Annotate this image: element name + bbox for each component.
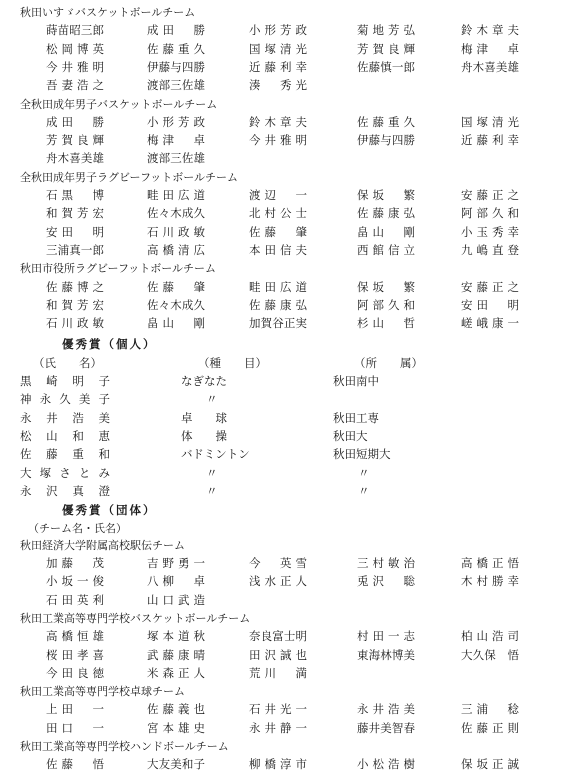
member-name: 安田 明 bbox=[46, 224, 104, 239]
ditto-mark: 〃 bbox=[206, 465, 218, 480]
member-name: 山口武造 bbox=[147, 592, 205, 607]
member-name: 佐藤康弘 bbox=[249, 297, 307, 312]
member-name: 佐藤慎一郎 bbox=[357, 59, 415, 74]
member-name: 九嶋直登 bbox=[461, 242, 519, 257]
member-name: 吉野勇一 bbox=[147, 556, 205, 570]
member-name: 高橋清広 bbox=[147, 242, 205, 257]
award-person-name: 松山和恵 bbox=[20, 428, 110, 443]
team-section-title: 秋田工業高等専門学校ハンドボールチーム bbox=[20, 740, 229, 753]
member-name: 佐藤 悟 bbox=[46, 757, 104, 772]
team-section-title: 全秋田成年男子ラグビーフットボールチーム bbox=[20, 170, 239, 184]
member-name: 三浦 稔 bbox=[461, 702, 519, 717]
member-name: 石川政敏 bbox=[147, 224, 205, 239]
award-affiliation: 秋田南中 bbox=[333, 374, 379, 388]
member-name: 嵯峨康一 bbox=[461, 316, 519, 331]
team-section-title: 秋田工業高等専門学校卓球チーム bbox=[20, 685, 185, 699]
member-name: 佐藤 肇 bbox=[249, 224, 307, 239]
member-name: 八柳 卓 bbox=[147, 574, 205, 589]
group-award-subtitle: （チーム名・氏名） bbox=[28, 522, 127, 536]
member-name: 成田 勝 bbox=[147, 23, 205, 38]
member-name: 今田良徳 bbox=[46, 665, 104, 680]
member-name: 鈴木章夫 bbox=[249, 114, 307, 129]
award-person-name: 永井浩美 bbox=[20, 410, 110, 425]
member-name: 東海林博美 bbox=[357, 647, 415, 662]
member-name: 畦田広道 bbox=[249, 279, 307, 294]
member-name: 兎沢 聡 bbox=[357, 574, 415, 589]
award-event: バドミントン bbox=[181, 447, 250, 462]
member-name: 宮本雄史 bbox=[147, 720, 205, 735]
member-name: 畦田広道 bbox=[147, 188, 205, 202]
member-name: 芳賀良輝 bbox=[46, 133, 104, 148]
member-name: 舟木喜美雄 bbox=[461, 59, 519, 74]
member-name: 塚本道秋 bbox=[147, 629, 205, 644]
member-name: 鈴木章夫 bbox=[461, 23, 519, 38]
member-name: 渡辺 一 bbox=[249, 188, 307, 202]
member-name: 和賀芳宏 bbox=[46, 297, 104, 312]
member-name: 小坂一俊 bbox=[46, 574, 104, 589]
individual-award-title: 優秀賞（個人） bbox=[62, 337, 157, 352]
member-name: 国塚清光 bbox=[461, 114, 519, 129]
ditto-mark: 〃 bbox=[358, 483, 370, 498]
column-header: （所 属） bbox=[354, 355, 423, 370]
member-name: 梅津 卓 bbox=[461, 41, 519, 56]
member-name: 菊地芳弘 bbox=[357, 23, 415, 38]
member-name: 今井雅明 bbox=[249, 133, 307, 148]
member-name: 本田信夫 bbox=[249, 242, 307, 257]
member-name: 三村敏治 bbox=[357, 556, 415, 570]
award-event: 体 操 bbox=[181, 428, 227, 443]
member-name: 永井浩美 bbox=[357, 702, 415, 717]
member-name: 安藤正之 bbox=[461, 279, 519, 294]
award-person-name: 黒崎明子 bbox=[20, 374, 110, 388]
member-name: 安藤正之 bbox=[461, 188, 519, 202]
member-name: 佐々木成久 bbox=[147, 206, 205, 221]
member-name: 北村公士 bbox=[249, 206, 307, 221]
award-affiliation: 秋田短期大 bbox=[333, 447, 391, 462]
award-person-name: 佐藤重和 bbox=[20, 447, 110, 462]
ditto-mark: 〃 bbox=[206, 483, 218, 498]
member-name: 小形芳政 bbox=[147, 114, 205, 129]
team-section-title: 秋田いすゞバスケットボールチーム bbox=[20, 6, 196, 19]
member-name: 石川政敏 bbox=[46, 316, 104, 331]
column-header: （種 目） bbox=[198, 355, 267, 370]
member-name: 加賀谷正実 bbox=[249, 316, 307, 331]
team-section-title: 秋田経済大学附属高校駅伝チーム bbox=[20, 538, 185, 552]
member-name: 佐藤康弘 bbox=[357, 206, 415, 221]
member-name: 佐藤正則 bbox=[461, 720, 519, 735]
member-name: 上田 一 bbox=[46, 702, 104, 717]
member-name: 武藤康晴 bbox=[147, 647, 205, 662]
member-name: 村田一志 bbox=[357, 629, 415, 644]
group-award-title: 優秀賞（団体） bbox=[62, 503, 157, 518]
award-person-name: 永沢真澄 bbox=[20, 483, 110, 498]
member-name: 蒔苗昭三郎 bbox=[46, 23, 104, 38]
ditto-mark: 〃 bbox=[358, 465, 370, 480]
member-name: 渡部三佐雄 bbox=[147, 78, 205, 93]
member-name: 伊藤与四勝 bbox=[147, 59, 205, 74]
team-section-title: 全秋田成年男子バスケットボールチーム bbox=[20, 97, 218, 111]
member-name: 大久保 悟 bbox=[461, 647, 519, 662]
member-name: 安田 明 bbox=[461, 297, 519, 312]
member-name: 石井光一 bbox=[249, 702, 307, 717]
member-name: 高橋正悟 bbox=[461, 556, 519, 570]
member-name: 佐藤博之 bbox=[46, 279, 104, 294]
member-name: 佐藤重久 bbox=[147, 41, 205, 56]
member-name: 藤井美智春 bbox=[357, 720, 415, 735]
member-name: 今井雅明 bbox=[46, 59, 104, 74]
award-affiliation: 秋田工専 bbox=[333, 410, 379, 425]
member-name: 近藤利幸 bbox=[249, 59, 307, 74]
team-section-title: 秋田工業高等専門学校バスケットボールチーム bbox=[20, 611, 251, 625]
member-name: 木村勝幸 bbox=[461, 574, 519, 589]
member-name: 阿部久和 bbox=[461, 206, 519, 221]
member-name: 保坂 繁 bbox=[357, 188, 415, 202]
member-name: 今 英雪 bbox=[249, 556, 307, 570]
member-name: 小玉秀幸 bbox=[461, 224, 519, 239]
member-name: 湊 秀光 bbox=[249, 78, 307, 93]
member-name: 大友美和子 bbox=[147, 757, 205, 772]
member-name: 伊藤与四勝 bbox=[357, 133, 415, 148]
member-name: 田沢誠也 bbox=[249, 647, 307, 662]
member-name: 阿部久和 bbox=[357, 297, 415, 312]
member-name: 保坂 繁 bbox=[357, 279, 415, 294]
member-name: 桜田孝喜 bbox=[46, 647, 104, 662]
member-name: 芳賀良輝 bbox=[357, 41, 415, 56]
member-name: 石田英利 bbox=[46, 592, 104, 607]
member-name: 和賀芳宏 bbox=[46, 206, 104, 221]
member-name: 田口 一 bbox=[46, 720, 104, 735]
member-name: 舟木喜美雄 bbox=[46, 151, 104, 166]
member-name: 米森正人 bbox=[147, 665, 205, 680]
member-name: 杉山 哲 bbox=[357, 316, 415, 331]
award-event: なぎなた bbox=[181, 374, 227, 388]
member-name: 佐々木成久 bbox=[147, 297, 205, 312]
member-name: 梅津 卓 bbox=[147, 133, 205, 148]
member-name: 奈良富士明 bbox=[249, 629, 307, 644]
member-name: 小形芳政 bbox=[249, 23, 307, 38]
member-name: 高橋恒雄 bbox=[46, 629, 104, 644]
member-name: 畠山 剛 bbox=[357, 224, 415, 239]
member-name: 石黒 博 bbox=[46, 188, 104, 202]
member-name: 永井静一 bbox=[249, 720, 307, 735]
member-name: 佐藤重久 bbox=[357, 114, 415, 129]
column-header: （氏 名） bbox=[33, 355, 102, 370]
member-name: 渡部三佐雄 bbox=[147, 151, 205, 166]
member-name: 国塚清光 bbox=[249, 41, 307, 56]
member-name: 柳橋淳市 bbox=[249, 757, 307, 772]
member-name: 佐藤 肇 bbox=[147, 279, 205, 294]
member-name: 柏山浩司 bbox=[461, 629, 519, 644]
member-name: 荒川 満 bbox=[249, 665, 307, 680]
member-name: 松岡博英 bbox=[46, 41, 104, 56]
member-name: 三浦真一郎 bbox=[46, 242, 104, 257]
member-name: 西館信立 bbox=[357, 242, 415, 257]
member-name: 吾妻浩之 bbox=[46, 78, 104, 93]
ditto-mark: 〃 bbox=[206, 392, 218, 407]
member-name: 浅水正人 bbox=[249, 574, 307, 589]
award-person-name: 大塚さとみ bbox=[20, 465, 110, 480]
award-person-name: 神永久美子 bbox=[20, 392, 110, 407]
team-section-title: 秋田市役所ラグビーフットボールチーム bbox=[20, 262, 217, 276]
award-event: 卓 球 bbox=[181, 410, 227, 425]
member-name: 成田 勝 bbox=[46, 114, 104, 129]
member-name: 小松浩樹 bbox=[357, 757, 415, 772]
member-name: 畠山 剛 bbox=[147, 316, 205, 331]
member-name: 加藤 茂 bbox=[46, 556, 104, 570]
award-affiliation: 秋田大 bbox=[333, 428, 368, 443]
member-name: 佐藤義也 bbox=[147, 702, 205, 717]
member-name: 近藤利幸 bbox=[461, 133, 519, 148]
member-name: 保坂正誠 bbox=[461, 757, 519, 772]
